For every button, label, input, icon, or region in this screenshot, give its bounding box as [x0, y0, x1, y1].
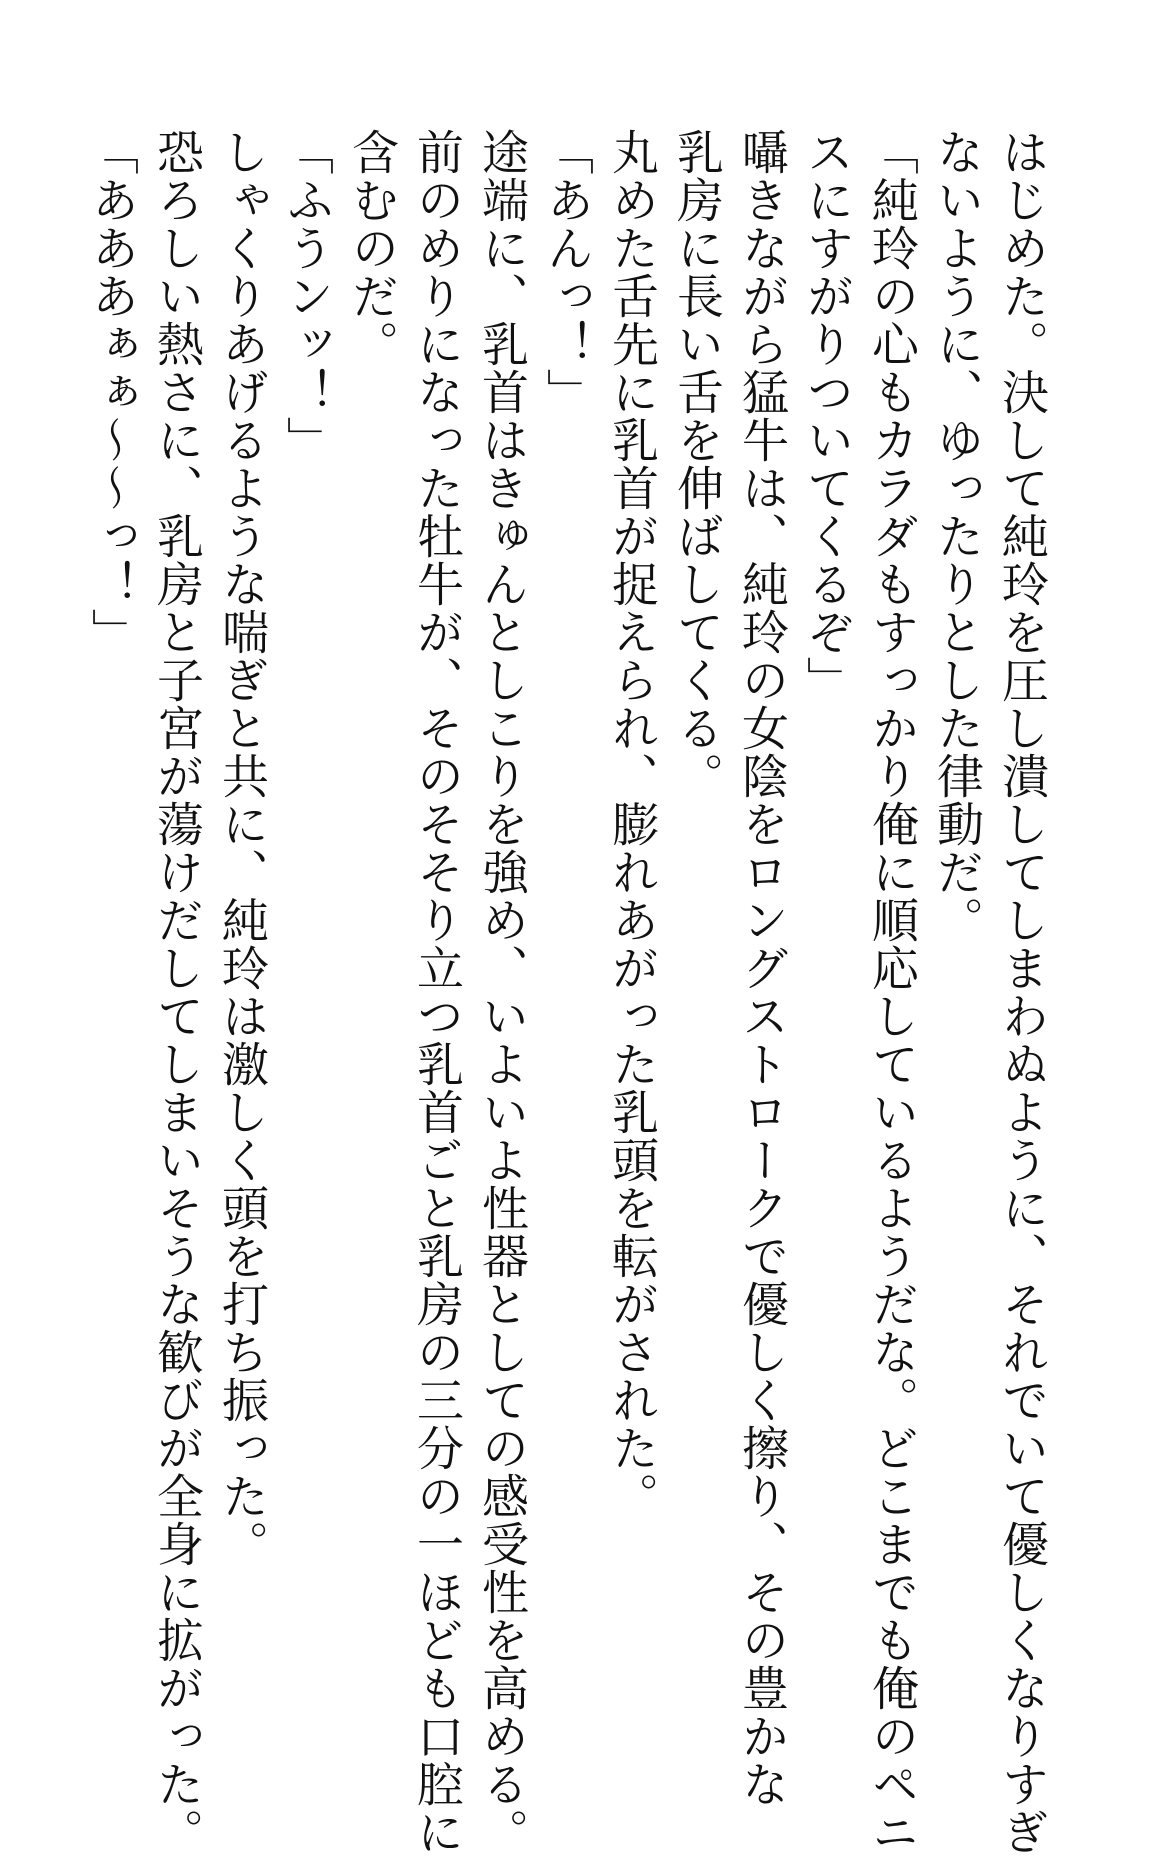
text-line: スにすがりついてくるぞ」 [799, 128, 854, 704]
vertical-text-block [79, 128, 1054, 1856]
text-line: 「あああぁぁ〜〜っ！」 [84, 128, 139, 656]
text-line: 乳房に長い舌を伸ばしてくる。 [669, 128, 724, 800]
text-line: 含むのだ。 [344, 128, 399, 368]
text-line: 囁きながら猛牛は、純玲の女陰をロングストロークで優しく擦り、その豊かな [734, 128, 789, 1808]
text-line: 「ふうンッ！」 [279, 128, 334, 464]
text-line: ないように、ゆったりとした律動だ。 [929, 128, 984, 944]
text-line: 「あんっ！」 [539, 128, 594, 416]
text-line: 丸めた舌先に乳首が捉えられ、膨れあがった乳頭を転がされた。 [604, 128, 659, 1520]
text-line: 恐ろしい熱さに、乳房と子宮が蕩けだしてしまいそうな歓びが全身に拡がった。 [149, 128, 204, 1856]
text-line: 前のめりになった牡牛が、そのそそり立つ乳首ごと乳房の三分の一ほども口腔に [409, 128, 464, 1856]
text-line: 「純玲の心もカラダもすっかり俺に順応しているようだな。どこまでも俺のペニ [864, 128, 919, 1856]
text-line: 途端に、乳首はきゅんとしこりを強め、いよいよ性器としての感受性を高める。 [474, 128, 529, 1856]
text-line: しゃくりあげるような喘ぎと共に、純玲は激しく頭を打ち振った。 [214, 128, 269, 1568]
text-line: はじめた。決して純玲を圧し潰してしまわぬように、それでいて優しくなりすぎ [994, 128, 1049, 1856]
